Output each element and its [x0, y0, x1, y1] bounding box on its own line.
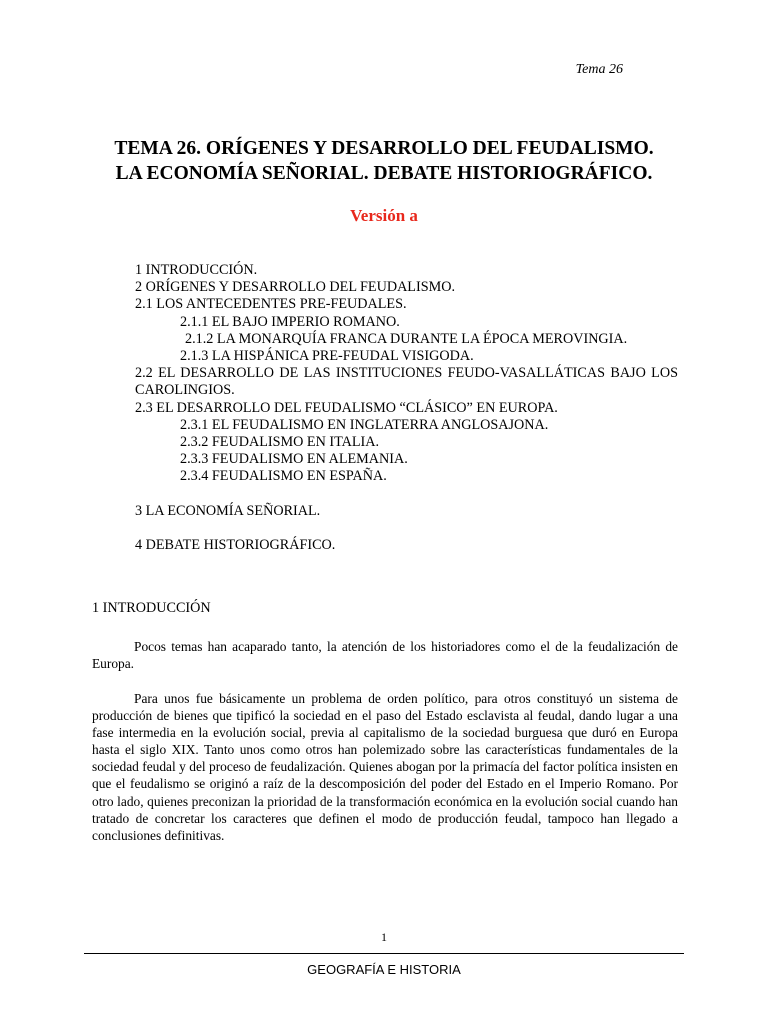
- body-paragraph: Para unos fue básicamente un problema de orden político, para otros constituyó un sistema de producción de bienes que tipificó la sociedad en el paso del Estado esclavista al feudal, dando lugar a una fase intermedia en la evolución social, previa al capitalismo de la sociedad burguesa que duró en Europa hasta el siglo XIX. Tanto unos como otros han polemizado sobre las características fundamentales de la sociedad feudal y del proceso de feudalización. Quienes abogan por la primacía del factor política insisten en que el feudalismo se originó a raíz de la descomposición del poder del Estado en el Imperio Romano. Por otro lado, quienes preconizan la prioridad de la transformación económica en la evolución social cuando han tratado de concretar los caracteres que definen el modo de producción feudal, tampoco han llegado a conclusiones definitivas.: [92, 691, 678, 843]
- footer-divider: [84, 953, 684, 954]
- toc-spacer: [135, 486, 678, 503]
- toc-item: 2.1.1 EL BAJO IMPERIO ROMANO.: [180, 313, 400, 330]
- toc-item: 4 DEBATE HISTORIOGRÁFICO.: [135, 536, 336, 553]
- toc-item: 2.1.2 LA MONARQUÍA FRANCA DURANTE LA ÉPOCA MEROVINGIA.: [185, 330, 628, 347]
- toc-item: 2.1.3 LA HISPÁNICA PRE-FEUDAL VISIGODA.: [180, 348, 474, 365]
- toc-item: 2.3.1 EL FEUDALISMO EN INGLATERRA ANGLOSAJONA.: [180, 416, 549, 433]
- table-of-contents: [135, 262, 678, 554]
- toc-item: 2.3.3 FEUDALISMO EN ALEMANIA.: [180, 451, 408, 468]
- page-number: 1: [381, 930, 387, 944]
- page-title: [40, 136, 728, 186]
- version-label: Versión a: [350, 206, 418, 225]
- toc-spacer: [135, 520, 678, 537]
- body-paragraph: Pocos temas han acaparado tanto, la atención de los historiadores como el de la feudalización de Europa.: [92, 639, 678, 672]
- toc-item: 2.1 LOS ANTECEDENTES PRE-FEUDALES.: [135, 296, 407, 313]
- toc-item: 2.3.2 FEUDALISMO EN ITALIA.: [180, 434, 380, 451]
- toc-item: 3 LA ECONOMÍA SEÑORIAL.: [135, 502, 321, 519]
- toc-item: 2 ORÍGENES Y DESARROLLO DEL FEUDALISMO.: [135, 279, 456, 296]
- running-header: Tema 26: [575, 62, 623, 77]
- toc-item: 2.3.4 FEUDALISMO EN ESPAÑA.: [180, 468, 387, 485]
- section-heading: 1 INTRODUCCIÓN: [92, 600, 211, 616]
- toc-item: 2.2 EL DESARROLLO DE LAS INSTITUCIONES FEUDO-VASALLÁTICAS BAJO LOS CAROLINGIOS.: [135, 365, 678, 399]
- title-line-1: TEMA 26. ORÍGENES Y DESARROLLO DEL FEUDALISMO.: [114, 138, 654, 159]
- toc-item: 1 INTRODUCCIÓN.: [135, 262, 258, 278]
- footer-text: GEOGRAFÍA E HISTORIA: [307, 962, 461, 977]
- toc-item: 2.3 EL DESARROLLO DEL FEUDALISMO “CLÁSICO” EN EUROPA.: [135, 399, 558, 416]
- title-line-2: LA ECONOMÍA SEÑORIAL. DEBATE HISTORIOGRÁFICO.: [115, 163, 653, 184]
